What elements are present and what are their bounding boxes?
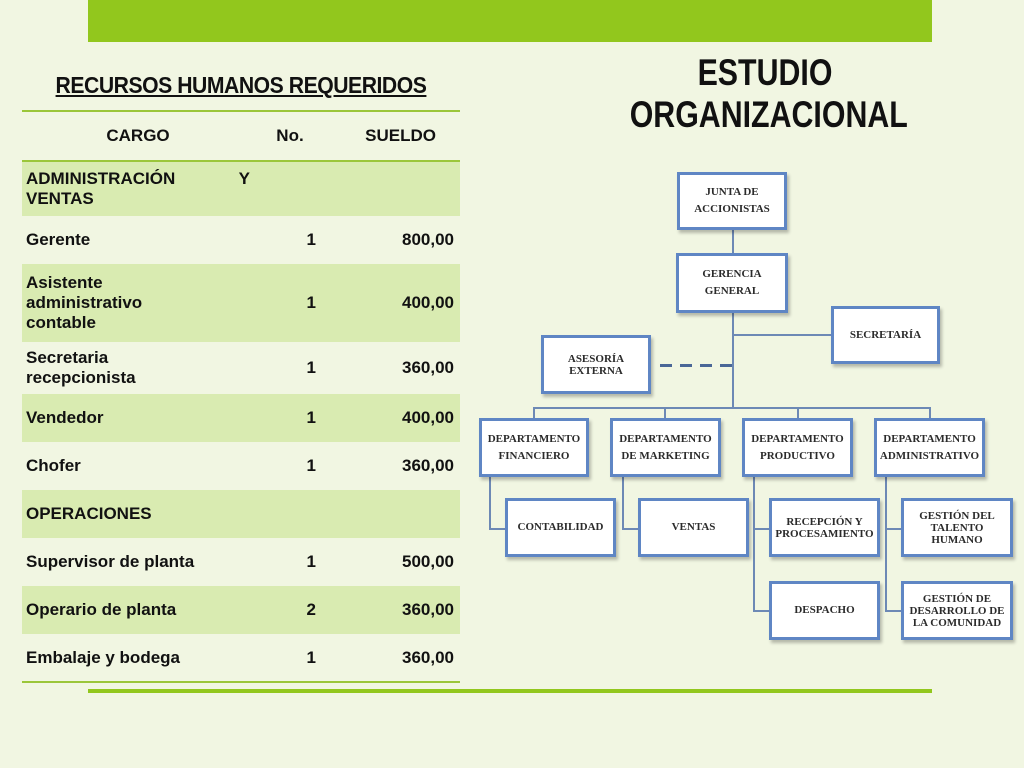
cell-no: 1 <box>306 293 316 312</box>
table-row <box>22 161 460 216</box>
cell-cargo: Secretaria recepcionista <box>26 348 136 387</box>
cell-cargo: Embalaje y bodega <box>26 647 180 667</box>
org-box-comunidad: GESTIÓN DE DESARROLLO DE LA COMUNIDAD <box>901 581 1013 640</box>
table-row <box>22 490 460 538</box>
connector-line <box>489 476 491 530</box>
org-box-talento: GESTIÓN DEL TALENTO HUMANO <box>901 498 1013 557</box>
org-box-dep-productivo: DEPARTAMENTO PRODUCTIVO <box>742 418 853 477</box>
cell-cargo: ADMINISTRACIÓN Y VENTAS <box>26 169 250 208</box>
page-title <box>629 52 908 136</box>
header-no: No. <box>254 111 326 161</box>
cell-sueldo: 400,00 <box>402 408 454 427</box>
cell-sueldo: 500,00 <box>402 552 454 571</box>
table-header-row <box>22 111 460 161</box>
connector-line <box>753 528 770 530</box>
connector-line <box>885 476 887 612</box>
cell-sueldo: 360,00 <box>402 456 454 475</box>
hr-table <box>22 110 460 683</box>
cell-no: 1 <box>306 552 316 571</box>
cell-no: 1 <box>306 358 316 377</box>
cell-cargo: Chofer <box>26 456 81 475</box>
cell-sueldo <box>326 161 460 216</box>
org-box-dep-marketing: DEPARTAMENTO DE MARKETING <box>610 418 721 477</box>
connector-line <box>753 476 755 612</box>
header-sueldo: SUELDO <box>326 111 460 161</box>
table-row <box>22 216 460 264</box>
table-row <box>22 586 460 634</box>
dashed-connector <box>680 364 692 367</box>
cell-no: 1 <box>306 230 316 249</box>
org-box-despacho: DESPACHO <box>769 581 880 640</box>
cell-cargo: OPERACIONES <box>26 504 152 523</box>
cell-no: 1 <box>306 647 316 667</box>
cell-sueldo: 360,00 <box>402 358 454 377</box>
bottom-accent-rule <box>88 689 932 693</box>
org-box-junta: JUNTA DE ACCIONISTAS <box>677 172 787 230</box>
org-box-dep-financiero: DEPARTAMENTO FINANCIERO <box>479 418 589 477</box>
dashed-connector <box>720 364 732 367</box>
connector-line <box>489 528 506 530</box>
org-box-secretaria: SECRETARÍA <box>831 306 940 364</box>
connector-line <box>734 334 832 336</box>
cell-cargo: Vendedor <box>26 408 104 427</box>
connector-line <box>885 610 902 612</box>
cell-cargo: Asistente administrativo contable <box>26 273 143 332</box>
top-accent-bar <box>88 0 932 42</box>
cell-no: 1 <box>306 456 316 475</box>
connector-line <box>533 407 931 409</box>
cell-sueldo <box>326 490 460 538</box>
table-row <box>22 264 460 342</box>
dashed-connector <box>700 364 712 367</box>
table-row <box>22 442 460 490</box>
cell-no <box>254 161 326 216</box>
table-row <box>22 634 460 682</box>
connector-line <box>622 476 624 530</box>
connector-line <box>732 313 734 408</box>
cell-no: 2 <box>306 600 316 619</box>
cell-sueldo: 800,00 <box>402 230 454 249</box>
connector-line <box>732 229 734 254</box>
connector-line <box>622 528 639 530</box>
dashed-connector <box>660 364 672 367</box>
org-box-gerencia: GERENCIA GENERAL <box>676 253 788 313</box>
page-title-line-1: ESTUDIO <box>697 52 833 93</box>
org-box-asesoria: ASESORÍA EXTERNA <box>541 335 651 394</box>
page-title-line-2: ORGANIZACIONAL <box>629 94 908 135</box>
org-box-recepcion: RECEPCIÓN Y PROCESAMIENTO <box>769 498 880 557</box>
connector-line <box>885 528 902 530</box>
cell-sueldo: 400,00 <box>402 293 454 312</box>
header-cargo: CARGO <box>22 111 254 161</box>
org-box-ventas: VENTAS <box>638 498 749 557</box>
org-box-dep-administrativo: DEPARTAMENTO ADMINISTRATIVO <box>874 418 985 477</box>
cell-sueldo: 360,00 <box>402 600 454 619</box>
table-title: RECURSOS HUMANOS REQUERIDOS <box>55 72 427 98</box>
org-box-contabilidad: CONTABILIDAD <box>505 498 616 557</box>
table-row <box>22 538 460 586</box>
cell-no <box>254 490 326 538</box>
cell-no: 1 <box>306 408 316 427</box>
cell-cargo: Gerente <box>26 230 91 249</box>
cell-cargo: Supervisor de planta <box>26 552 195 571</box>
cell-cargo: Operario de planta <box>26 600 177 619</box>
table-row <box>22 394 460 442</box>
cell-sueldo: 360,00 <box>402 647 454 667</box>
connector-line <box>753 610 770 612</box>
table-row <box>22 342 460 394</box>
